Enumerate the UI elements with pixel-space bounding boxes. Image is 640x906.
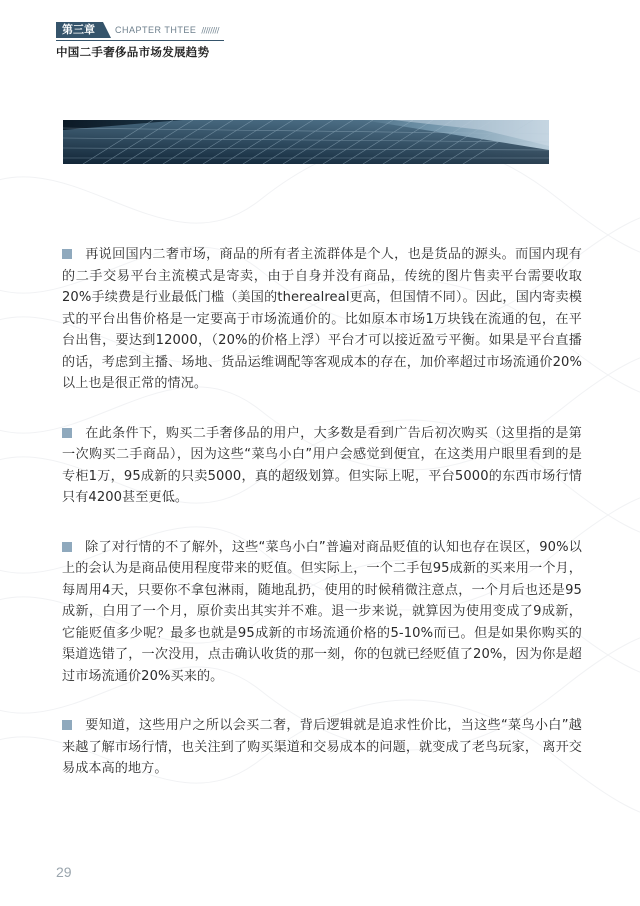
chapter-english: CHAPTER THTEE <box>115 25 197 35</box>
paragraph-2-text: 在此条件下，购买二手奢侈品的用户，大多数是看到广告后初次购买（这里指的是第一次购买二手商品），因为这些“菜鸟小白”用户会感觉到便宜，在这类用户眼里看到的是专柜1万，95成新的只卖5000，真的超级划算。但实际上呢，平台5000的东西市场行情只有4200甚至更低。 <box>62 425 582 505</box>
paragraph-3-text: 除了对行情的不了解外，这些“菜鸟小白”普遍对商品贬值的认知也存在误区，90%以上的会认为是商品使用程度带来的贬值。但实际上，一个二手包95成新的买来用一个月，每周用4天，只要你不拿包淋雨，随地乱扔，使用的时候稍微注意点，一个月后也还是95成新，白用了一个月，原价卖出其实并不难。退一步来说，就算因为使用变成了9成新，它能贬值多少呢？最多也就是95成新的市场流通价格的5-10%而已。但是如果你购买的渠道选错了，一次没用，点击确认收货的那一刻，你的包就已经贬值了20%，因为你是超过市场流通价20%买来的。 <box>62 539 582 684</box>
square-bullet-icon <box>62 249 72 259</box>
paragraph-2 <box>62 423 582 509</box>
square-bullet-icon <box>62 428 72 438</box>
chapter-badge: 第三章 <box>56 22 103 38</box>
paragraph-4 <box>62 715 582 780</box>
chapter-title: 中国二手奢侈品市场发展趋势 <box>56 45 210 59</box>
paragraph-1 <box>62 244 582 395</box>
paragraph-3 <box>62 537 582 688</box>
page-number: 29 <box>56 864 72 880</box>
paragraph-4-text: 要知道，这些用户之所以会买二奢，背后逻辑就是追求性价比，当这些“菜鸟小白”越来越了解市场行情，也关注到了购买渠道和交易成本的问题，就变成了老鸟玩家， 离开交易成本高的地方。 <box>62 718 582 776</box>
chapter-header <box>56 22 256 60</box>
paragraph-1-text: 再说回国内二奢市场，商品的所有者主流群体是个人，也是货品的源头。而国内现有的二手交易平台主流模式是寄卖，由于自身并没有商品，传统的图片售卖平台需要收取20%手续费是行业最低门槛（美国的therealreal更高，但国情不同）。因此，国内寄卖模式的平台出售价格是一定要高于市场流通价的。比如原本市场1万块钱在流通的包，在平台出售，要达到12000，（20%的价格上浮）平台才可以接近盈亏平衡。如果是平台直播的话，考虑到主播、场地、货品运维调配等客观成本的存在，加价率超过市场流通价20%以上也是很正常的情况。 <box>62 247 582 391</box>
article-body <box>62 244 582 808</box>
chapter-slashes: //////// <box>201 25 219 35</box>
building-banner-image <box>63 120 549 164</box>
chapter-divider <box>56 40 224 41</box>
square-bullet-icon <box>62 720 72 730</box>
square-bullet-icon <box>62 542 72 552</box>
chapter-row <box>56 22 256 38</box>
